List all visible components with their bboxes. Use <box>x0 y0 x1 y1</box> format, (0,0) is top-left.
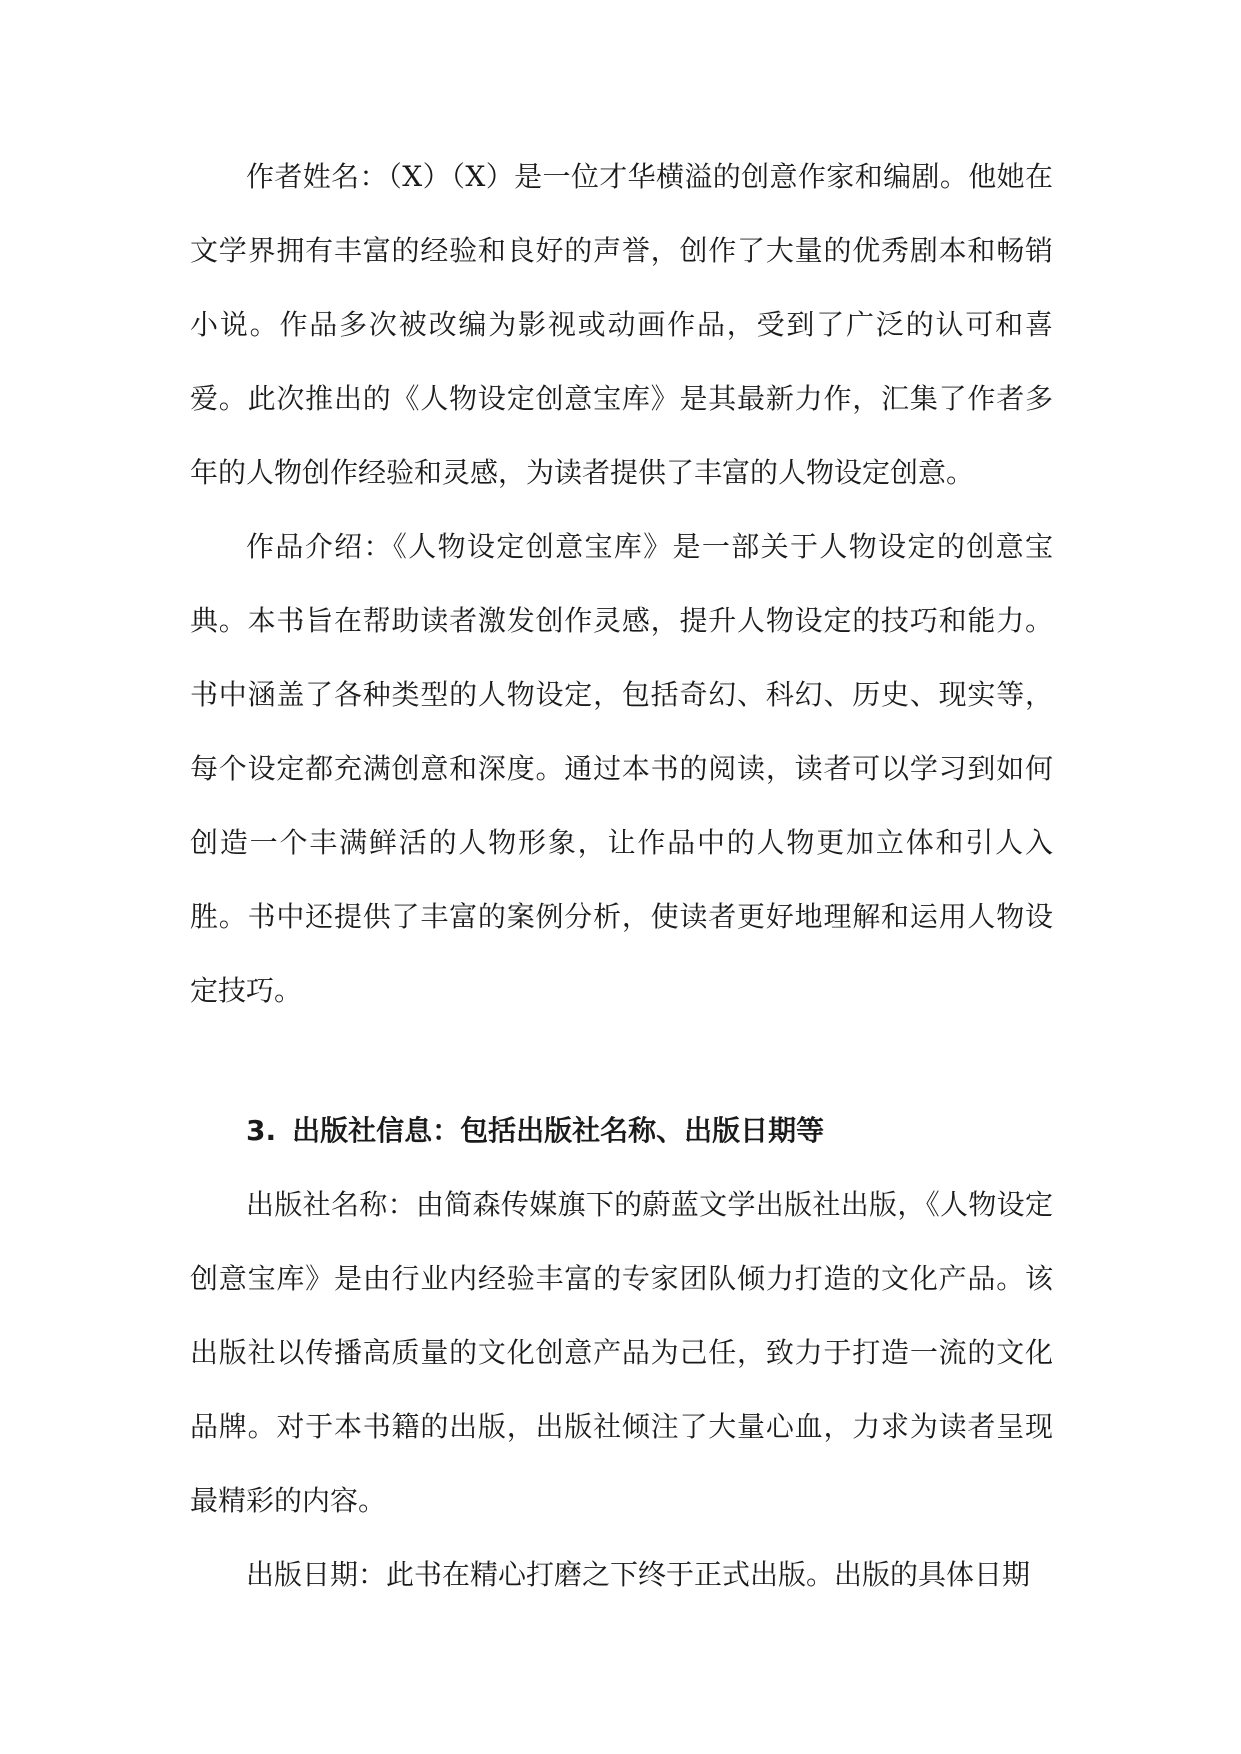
section-heading <box>190 1094 1053 1168</box>
document-body <box>190 140 1053 1612</box>
work-intro-paragraph: 作品介绍：《人物设定创意宝库》是一部关于人物设定的创意宝典。本书旨在帮助读者激发创作灵感，提升人物设定的技巧和能力。书中涵盖了各种类型的人物设定，包括奇幻、科幻、历史、现实等，每个设定都充满创意和深度。通过本书的阅读，读者可以学习到如何创造一个丰满鲜活的人物形象，让作品中的人物更加立体和引人入胜。书中还提供了丰富的案例分析，使读者更好地理解和运用人物设定技巧。 <box>190 530 1053 1007</box>
publish-date-paragraph: 出版日期：此书在精心打磨之下终于正式出版。出版的具体日期 <box>246 1558 1031 1591</box>
section-number: 3. <box>246 1114 277 1147</box>
section-title: 出版社信息：包括出版社名称、出版日期等 <box>292 1114 825 1147</box>
author-paragraph: 作者姓名：（X）（X）是一位才华横溢的创意作家和编剧。他她在文学界拥有丰富的经验和良好的声誉，创作了大量的优秀剧本和畅销小说。作品多次被改编为影视或动画作品，受到了广泛的认可和喜爱。此次推出的《人物设定创意宝库》是其最新力作，汇集了作者多年的人物创作经验和灵感，为读者提供了丰富的人物设定创意。 <box>190 160 1053 489</box>
publisher-name-paragraph: 出版社名称：由简森传媒旗下的蔚蓝文学出版社出版，《人物设定创意宝库》是由行业内经验丰富的专家团队倾力打造的文化产品。该出版社以传播高质量的文化创意产品为己任，致力于打造一流的文化品牌。对于本书籍的出版，出版社倾注了大量心血，力求为读者呈现最精彩的内容。 <box>190 1188 1053 1517</box>
